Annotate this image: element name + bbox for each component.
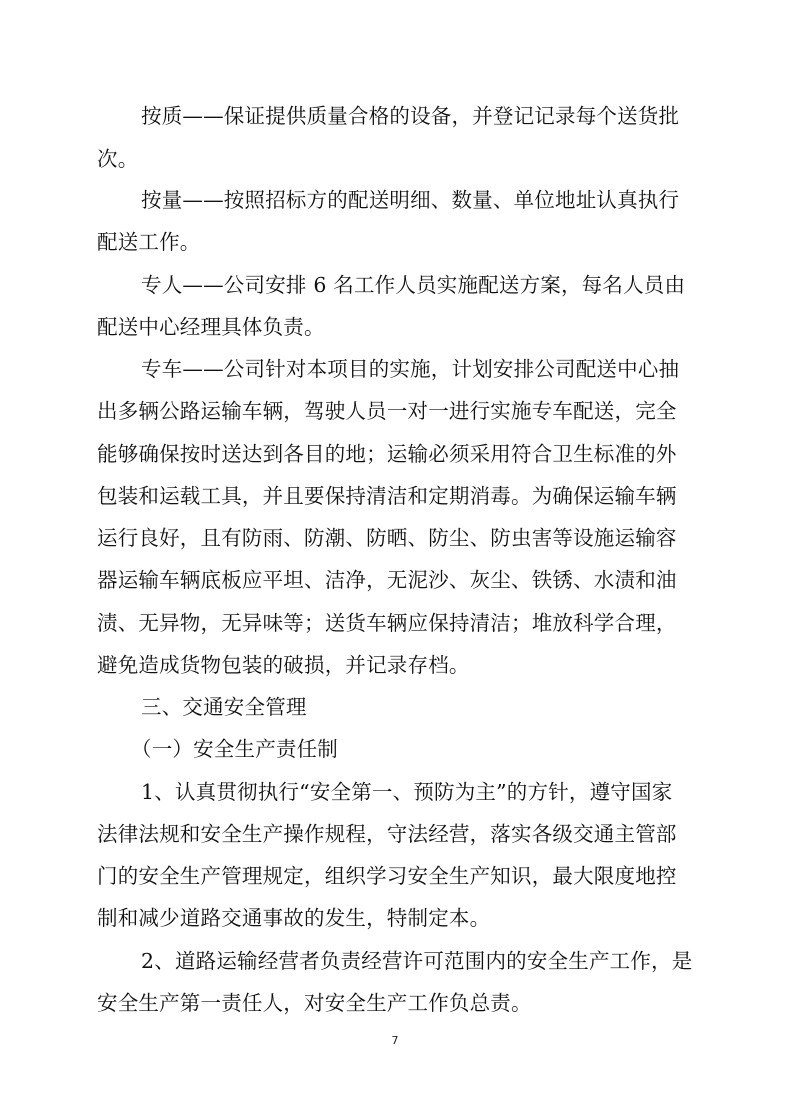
paragraph-line: 门的安全生产管理规定，组织学习安全生产知识，最大限度地控 <box>97 864 677 888</box>
paragraph-line: 配送中心经理具体负责。 <box>97 315 325 339</box>
paragraph-line: 出多辆公路运输车辆，驾驶人员一对一进行实施专车配送，完全 <box>97 399 677 423</box>
subsection-heading: （一）安全生产责任制 <box>131 737 338 761</box>
section-heading: 三、交通安全管理 <box>141 695 307 719</box>
paragraph-line: 专车——公司针对本项目的实施，计划安排公司配送中心抽 <box>141 357 680 381</box>
paragraph-line: 避免造成货物包装的破损，并记录存档。 <box>97 653 470 677</box>
paragraph-line: 2、道路运输经营者负责经营许可范围内的安全生产工作，是 <box>141 949 693 973</box>
paragraph-line: 按质——保证提供质量合格的设备，并登记记录每个送货批 <box>141 104 680 128</box>
paragraph-line: 制和减少道路交通事故的发生，特制定本。 <box>97 906 491 930</box>
paragraph-line: 次。 <box>97 147 139 171</box>
paragraph-line: 1、认真贯彻执行“安全第一、预防为主”的方针，遵守国家 <box>141 780 673 804</box>
paragraph-line: 渍、无异物，无异味等；送货车辆应保持清洁；堆放科学合理， <box>97 611 677 635</box>
paragraph-line: 配送工作。 <box>97 230 201 254</box>
paragraph-line: 按量——按照招标方的配送明细、数量、单位地址认真执行 <box>141 188 680 212</box>
paragraph-line: 运行良好，且有防雨、防潮、防晒、防尘、防虫害等设施运输容 <box>97 526 677 550</box>
paragraph-line: 安全生产第一责任人，对安全生产工作负总责。 <box>97 991 532 1015</box>
paragraph-line: 包装和运载工具，并且要保持清洁和定期消毒。为确保运输车辆 <box>97 484 677 508</box>
paragraph-line: 专人——公司安排 6 名工作人员实施配送方案，每名人员由 <box>141 273 686 297</box>
page-number: 7 <box>391 1034 399 1047</box>
paragraph-line: 能够确保按时送达到各目的地；运输必须采用符合卫生标准的外 <box>97 442 677 466</box>
paragraph-line: 法律法规和安全生产操作规程，守法经营，落实各级交通主管部 <box>97 822 677 846</box>
paragraph-line: 器运输车辆底板应平坦、洁净，无泥沙、灰尘、铁锈、水渍和油 <box>97 568 677 592</box>
